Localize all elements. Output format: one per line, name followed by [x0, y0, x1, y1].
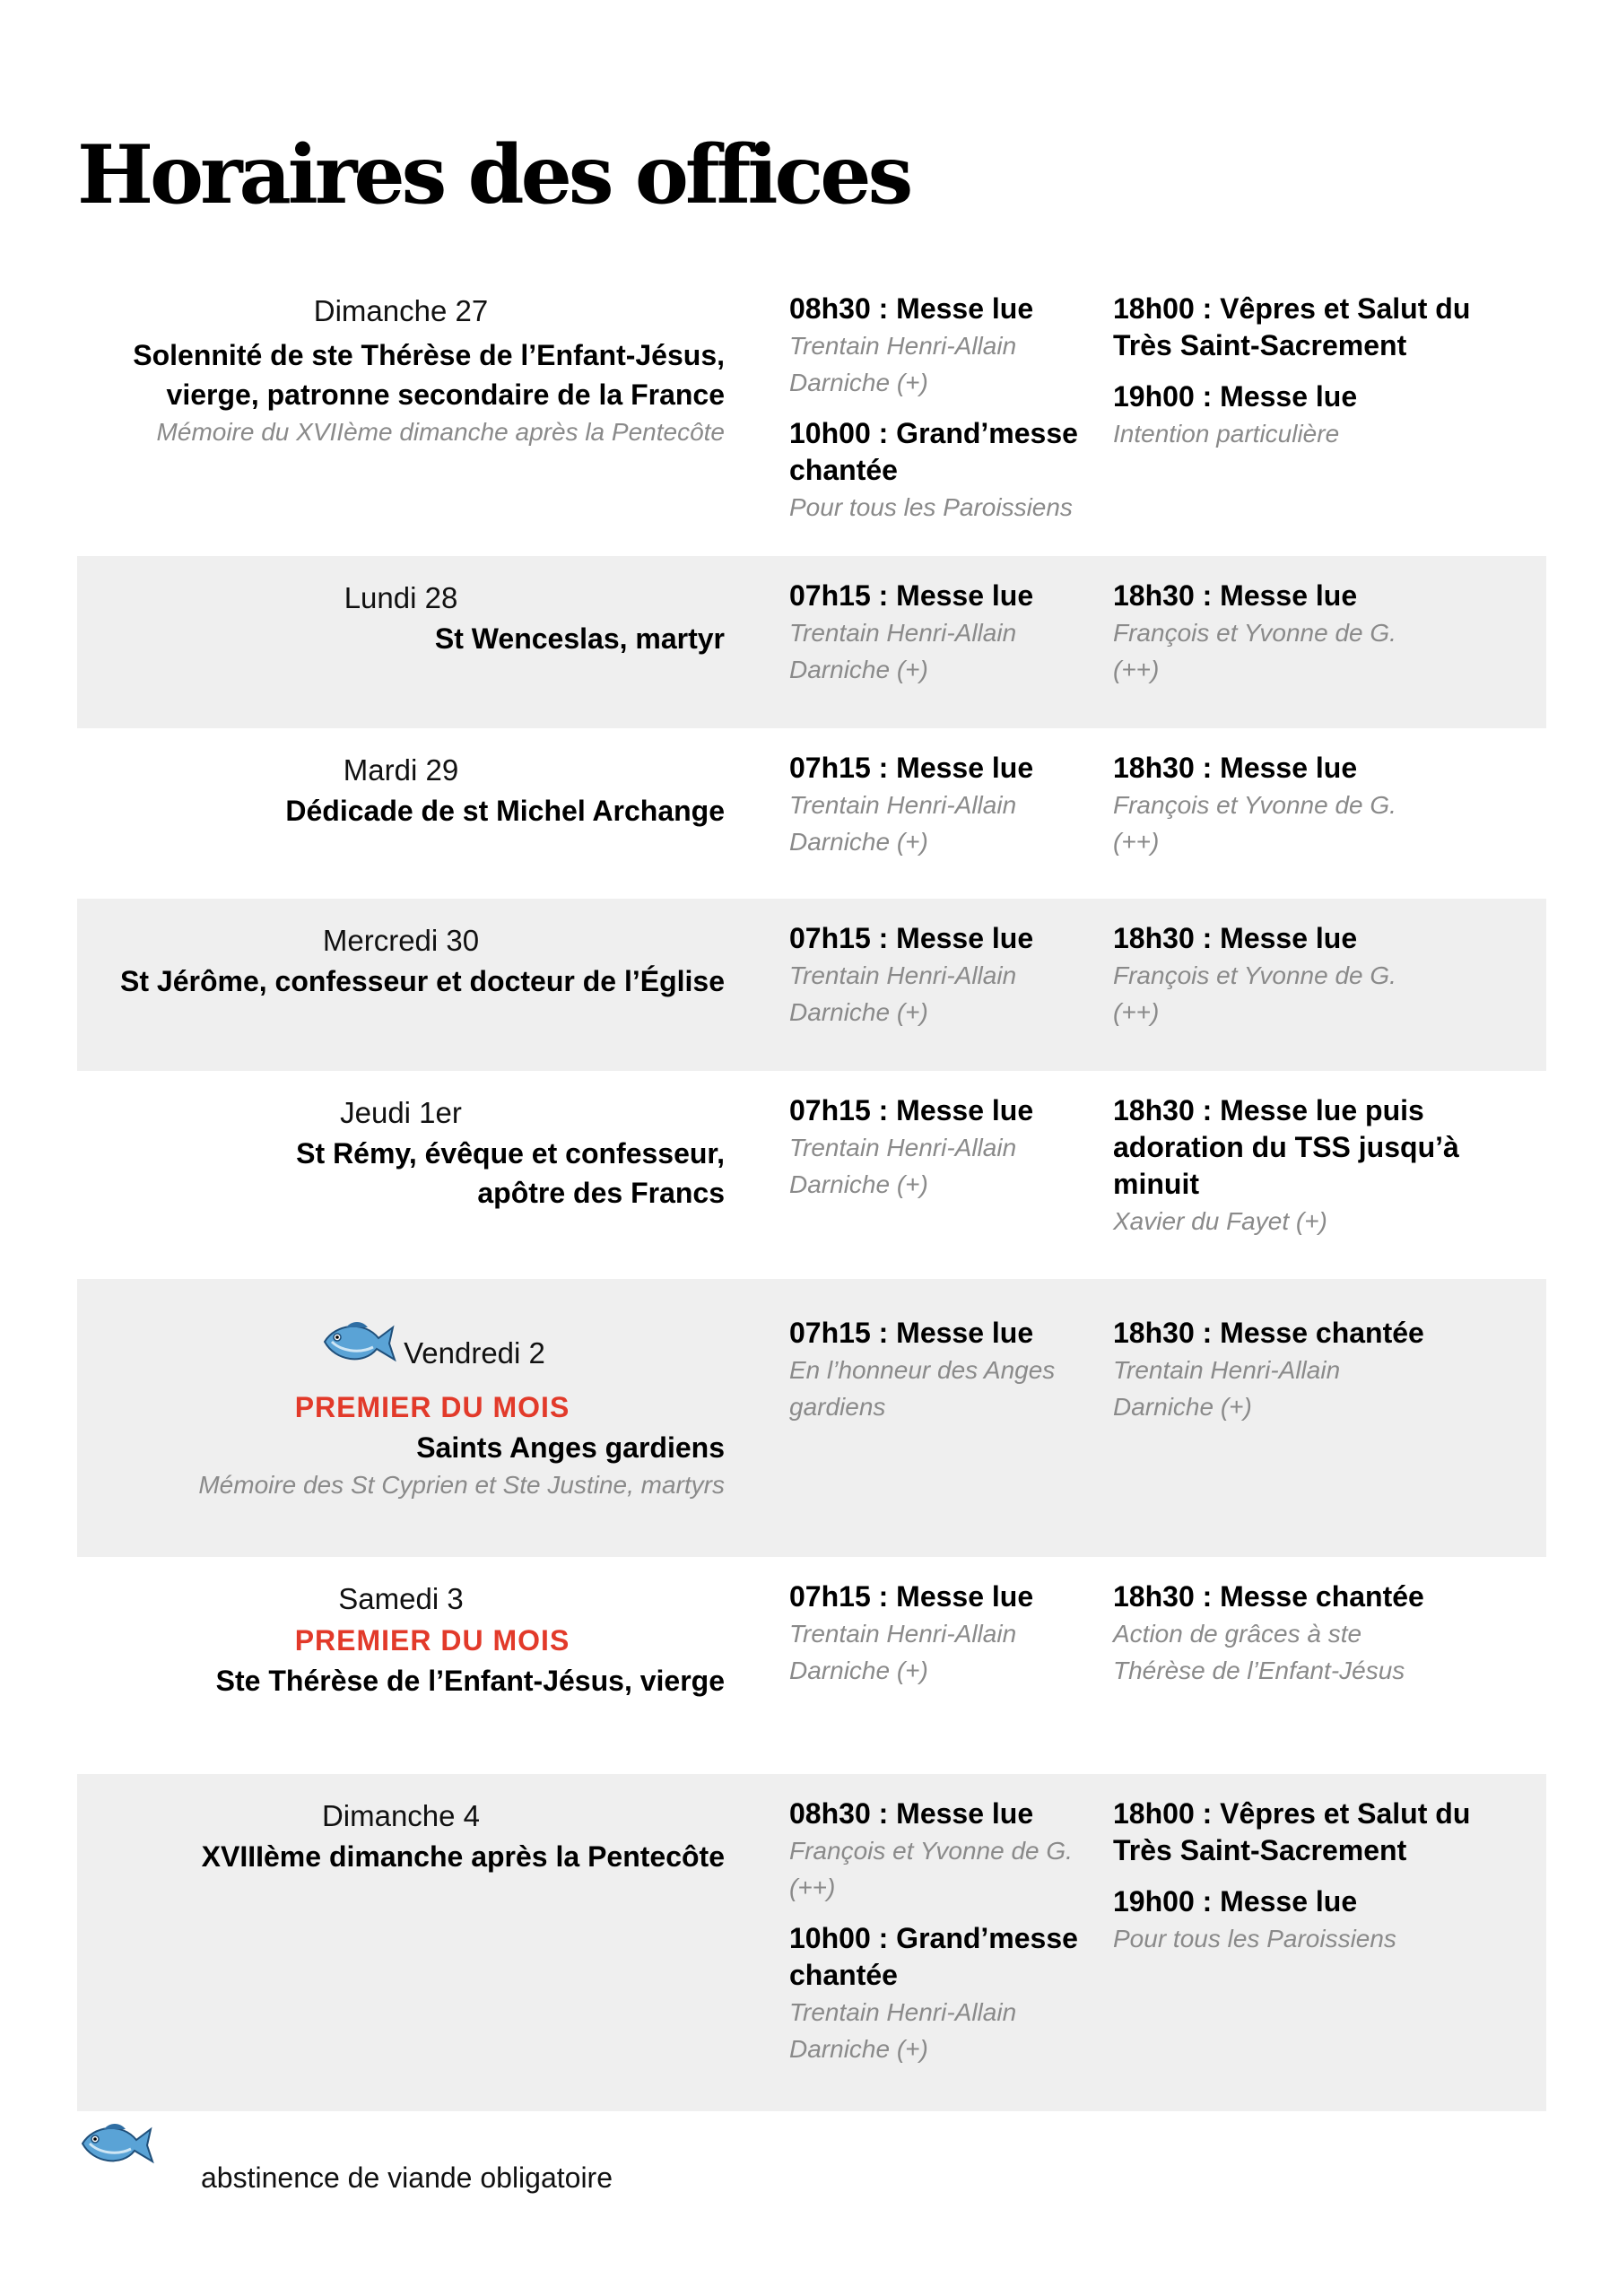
mass-time-title: 19h00 : Messe lue [1113, 1885, 1358, 1918]
mass-entry [789, 1920, 1113, 2067]
mass-intention: Darniche (+) [789, 828, 928, 856]
mass-entry [789, 291, 1113, 401]
morning-masses [725, 920, 1113, 1071]
mass-time-title: Très Saint-Sacrement [1113, 1834, 1407, 1866]
mass-intention: Pour tous les Paroissiens [1113, 1925, 1396, 1952]
fish-icon [319, 1315, 396, 1369]
morning-masses [725, 1578, 1113, 1774]
mass-intention: Xavier du Fayet (+) [1113, 1207, 1327, 1235]
mass-intention: Darniche (+) [789, 656, 928, 683]
evening-masses [1113, 291, 1546, 556]
mass-entry [1113, 291, 1546, 364]
mass-entry [789, 750, 1113, 860]
day-name: Mercredi 30 [322, 924, 480, 957]
mass-time-title: 07h15 : Messe lue [789, 1317, 1034, 1349]
legend [77, 2117, 795, 2206]
mass-intention: Thérèse de l’Enfant-Jésus [1113, 1657, 1405, 1684]
day-info [77, 578, 725, 728]
mass-intention: gardiens [789, 1393, 886, 1421]
mass-entry [789, 920, 1113, 1031]
mass-time-title: 18h00 : Vêpres et Salut du [1113, 1797, 1471, 1830]
day-line [77, 920, 725, 961]
mass-time-title: 18h30 : Messe lue puis [1113, 1094, 1424, 1126]
day-line [77, 1578, 725, 1620]
mass-intention: Trentain Henri-Allain [789, 619, 1017, 647]
day-info [77, 750, 725, 899]
premier-du-mois-label: PREMIER DU MOIS [294, 1391, 570, 1423]
evening-masses [1113, 578, 1546, 728]
mass-intention: Trentain Henri-Allain [789, 332, 1017, 360]
feast-line: Dédicade de st Michel Archange [285, 795, 725, 827]
day-row [77, 728, 1546, 899]
mass-intention: En l’honneur des Anges [789, 1356, 1056, 1384]
mass-intention: Darniche (+) [789, 1170, 928, 1198]
evening-masses [1113, 1092, 1546, 1279]
mass-intention: Trentain Henri-Allain [789, 961, 1017, 989]
feast-line: St Wenceslas, martyr [434, 622, 725, 655]
feast-line: St Jérôme, confesseur et docteur de l’Église [120, 965, 725, 997]
mass-entry [789, 1315, 1113, 1425]
day-name: Dimanche 4 [321, 1799, 481, 1832]
mass-time-title: 18h00 : Vêpres et Salut du [1113, 292, 1471, 325]
feast-title [77, 1134, 725, 1213]
mass-time-title: 18h30 : Messe lue [1113, 752, 1358, 784]
feast-line: XVIIIème dimanche après la Pentecôte [201, 1840, 725, 1873]
mass-entry [1113, 750, 1546, 860]
mass-entry [1113, 1315, 1546, 1425]
mass-time-title: 07h15 : Messe lue [789, 1580, 1034, 1613]
day-line [77, 750, 725, 791]
mass-intention: Trentain Henri-Allain [789, 1134, 1017, 1161]
mass-time-title: Très Saint-Sacrement [1113, 329, 1407, 361]
mass-time-title: adoration du TSS jusqu’à [1113, 1131, 1459, 1163]
day-row [77, 1071, 1546, 1279]
evening-masses [1113, 920, 1546, 1071]
feast-title [77, 1428, 725, 1467]
morning-masses [725, 750, 1113, 899]
mass-entry [789, 1578, 1113, 1689]
commemoration: Mémoire des St Cyprien et Ste Justine, martyrs [198, 1471, 725, 1499]
morning-masses [725, 1796, 1113, 2111]
mass-time-title: 18h30 : Messe chantée [1113, 1580, 1424, 1613]
mass-time-title: chantée [789, 1959, 898, 1991]
feast-title [77, 1837, 725, 1876]
mass-intention: François et Yvonne de G. [1113, 791, 1396, 819]
morning-masses [725, 291, 1113, 556]
feast-line: Solennité de ste Thérèse de l’Enfant-Jésus, [133, 339, 725, 371]
mass-intention: François et Yvonne de G. [789, 1837, 1073, 1865]
mass-intention: Action de grâces à ste [1113, 1620, 1362, 1648]
day-row [77, 1279, 1546, 1557]
day-name: Jeudi 1er [340, 1096, 462, 1129]
page-title: Horaires des offices [77, 127, 910, 222]
mass-intention: Trentain Henri-Allain [1113, 1356, 1341, 1384]
feast-line: St Rémy, évêque et confesseur, [296, 1137, 725, 1170]
day-name: Mardi 29 [343, 753, 459, 787]
mass-intention: Darniche (+) [789, 998, 928, 1026]
fish-icon [77, 2117, 154, 2170]
mass-intention: (++) [1113, 998, 1160, 1026]
evening-masses [1113, 1578, 1546, 1774]
feast-line: Ste Thérèse de l’Enfant-Jésus, vierge [215, 1665, 725, 1697]
mass-intention: (++) [1113, 656, 1160, 683]
feast-title [77, 619, 725, 658]
day-name: Lundi 28 [344, 581, 458, 614]
mass-entry [1113, 578, 1546, 688]
mass-intention: Intention particulière [1113, 420, 1340, 448]
legend-text: abstinence de viande obligatoire [201, 2161, 613, 2194]
feast-title [77, 335, 725, 414]
morning-masses [725, 1092, 1113, 1279]
mass-entry [1113, 1796, 1546, 1869]
mass-entry [789, 578, 1113, 688]
mass-entry [789, 415, 1113, 526]
mass-time-title: 18h30 : Messe lue [1113, 579, 1358, 612]
day-row [77, 1557, 1546, 1774]
mass-time-title: 07h15 : Messe lue [789, 922, 1034, 954]
mass-time-title: 19h00 : Messe lue [1113, 380, 1358, 413]
mass-entry [1113, 920, 1546, 1031]
mass-intention: Trentain Henri-Allain [789, 791, 1017, 819]
day-line [77, 1315, 725, 1374]
day-line [77, 578, 725, 619]
evening-masses [1113, 1796, 1546, 2111]
mass-time-title: 08h30 : Messe lue [789, 292, 1034, 325]
mass-entry [789, 1796, 1113, 1906]
mass-intention: François et Yvonne de G. [1113, 619, 1396, 647]
commemoration: Mémoire du XVIIème dimanche après la Pentecôte [156, 418, 725, 446]
feast-title [77, 791, 725, 831]
mass-intention: Trentain Henri-Allain [789, 1620, 1017, 1648]
day-line [77, 1796, 725, 1837]
day-row [77, 899, 1546, 1071]
morning-masses [725, 1315, 1113, 1557]
mass-intention: Pour tous les Paroissiens [789, 493, 1073, 521]
feast-title [77, 1661, 725, 1700]
mass-entry [1113, 378, 1546, 452]
mass-time-title: 18h30 : Messe chantée [1113, 1317, 1424, 1349]
day-info [77, 1796, 725, 2111]
day-name: Samedi 3 [338, 1582, 464, 1615]
mass-time-title: 10h00 : Grand’messe [789, 1922, 1078, 1954]
premier-du-mois-label: PREMIER DU MOIS [294, 1624, 570, 1657]
day-name: Dimanche 27 [313, 294, 489, 327]
mass-entry [1113, 1092, 1546, 1239]
evening-masses [1113, 1315, 1546, 1557]
schedule-table [77, 269, 1546, 2111]
mass-entry [1113, 1578, 1546, 1689]
feast-line: apôtre des Francs [477, 1177, 725, 1209]
day-info [77, 1578, 725, 1774]
mass-intention: Darniche (+) [789, 1657, 928, 1684]
mass-time-title: 10h00 : Grand’messe [789, 417, 1078, 449]
day-info [77, 291, 725, 556]
day-info [77, 1092, 725, 1279]
day-row [77, 1774, 1546, 2111]
mass-intention: (++) [1113, 828, 1160, 856]
mass-intention: Darniche (+) [789, 369, 928, 396]
mass-time-title: 07h15 : Messe lue [789, 752, 1034, 784]
feast-line: vierge, patronne secondaire de la France [166, 378, 725, 411]
mass-intention: Trentain Henri-Allain [789, 1998, 1017, 2026]
day-info [77, 1315, 725, 1557]
day-row [77, 269, 1546, 556]
mass-entry [1113, 1883, 1546, 1957]
mass-intention: Darniche (+) [789, 2035, 928, 2063]
feast-line: Saints Anges gardiens [416, 1431, 725, 1464]
mass-entry [789, 1092, 1113, 1203]
mass-intention: François et Yvonne de G. [1113, 961, 1396, 989]
mass-time-title: 18h30 : Messe lue [1113, 922, 1358, 954]
morning-masses [725, 578, 1113, 728]
mass-intention: (++) [789, 1874, 836, 1901]
mass-intention: Darniche (+) [1113, 1393, 1252, 1421]
day-info [77, 920, 725, 1071]
mass-time-title: 08h30 : Messe lue [789, 1797, 1034, 1830]
mass-time-title: 07h15 : Messe lue [789, 579, 1034, 612]
day-line [77, 1092, 725, 1134]
feast-title [77, 961, 725, 1001]
evening-masses [1113, 750, 1546, 899]
mass-time-title: chantée [789, 454, 898, 486]
mass-time-title: 07h15 : Messe lue [789, 1094, 1034, 1126]
mass-time-title: minuit [1113, 1168, 1199, 1200]
day-name: Vendredi 2 [404, 1336, 545, 1370]
day-row [77, 556, 1546, 728]
day-line [77, 291, 725, 332]
